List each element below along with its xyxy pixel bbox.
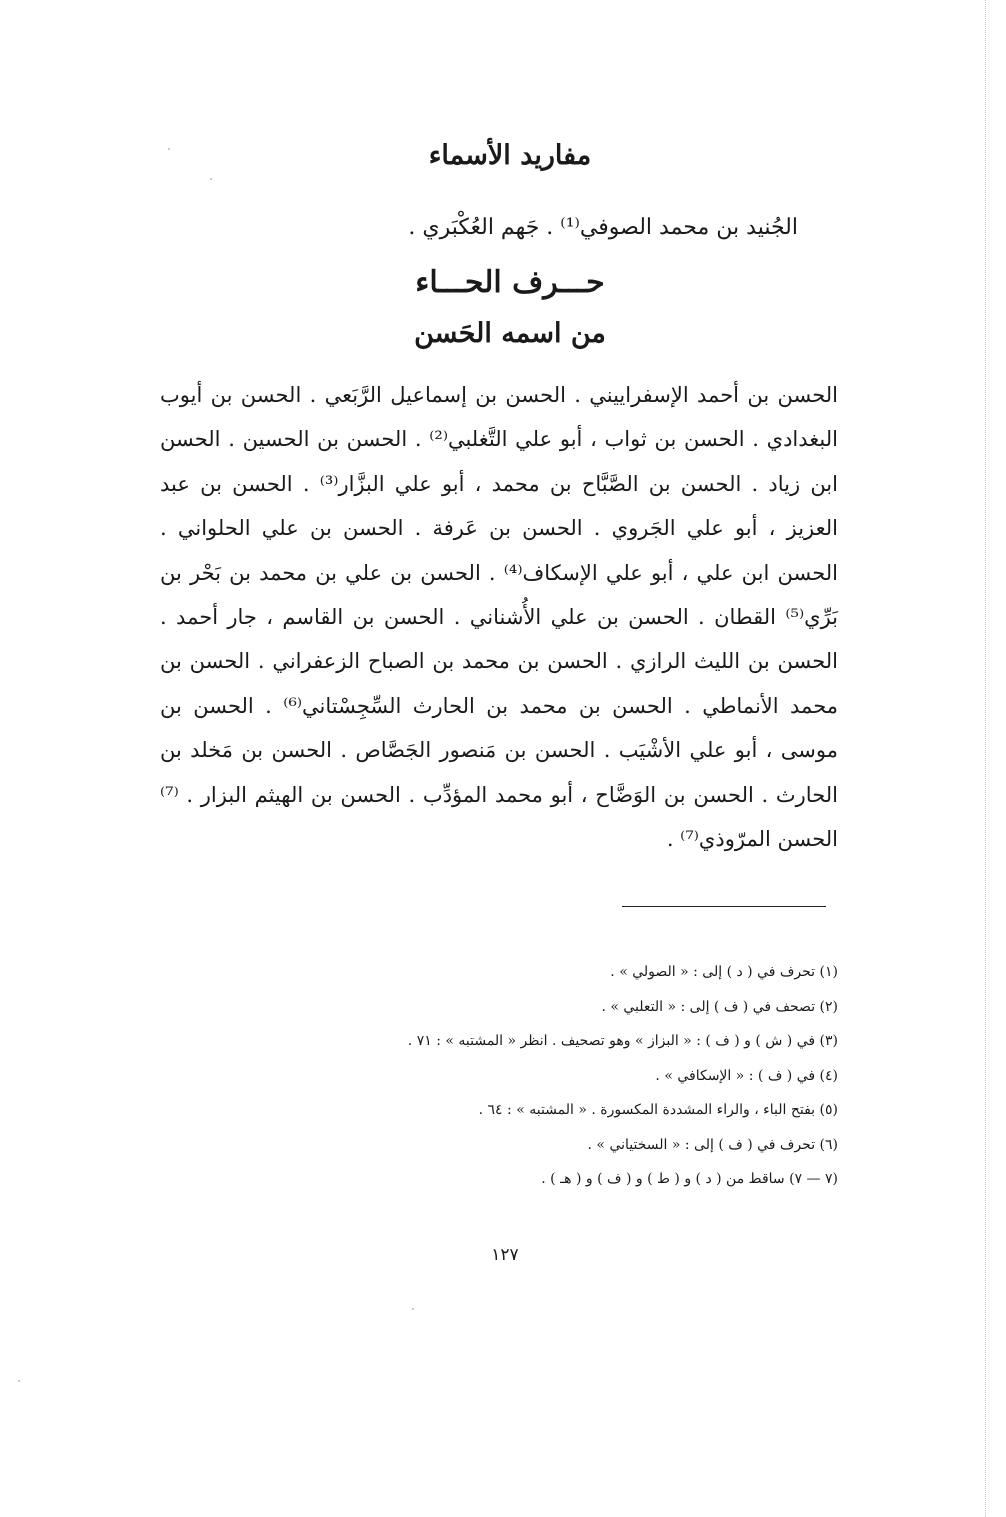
names-line: الجُنيد بن محمد الصوفي⁽¹⁾ . جَهم العُكْبَري . xyxy=(408,215,798,240)
scan-speck xyxy=(18,1380,20,1382)
footnote-4: (٤) في ( ف ) : « الإسكافي » . xyxy=(655,1067,838,1084)
footnote-3: (٣) في ( ش ) و ( ف ) : « البزاز » وهو تصحيف . انظر « المشتبه » : ٧١ . xyxy=(407,1033,838,1049)
body-paragraph: الحسن بن أحمد الإسفراييني . الحسن بن إسماعيل الرَّبَعي . الحسن بن أيوب البغدادي . الحسن بن ثواب ، أبو علي التَّغلبي⁽²⁾ . الحسن بن الحسين . الحسن ابن زياد . الحسن بن الصَّبَّاح بن محمد ، أبو علي البزَّار⁽³⁾ . الحسن بن عبد العزيز ، أبو علي الجَروي . الحسن بن عَرفة . الحسن بن علي الحلواني . الحسن ابن علي ، أبو علي الإسكاف⁽⁴⁾ . الحسن بن علي بن محمد بن بَحْر بن بَرِّي⁽⁵⁾ القطان . الحسن بن علي الأُشناني . الحسن بن القاسم ، جار أحمد . الحسن بن الليث الرازي . الحسن بن محمد بن الصباح الزعفراني . الحسن بن محمد الأنماطي . الحسن بن محمد بن الحارث السِّجِسْتاني⁽⁶⁾ . الحسن بن موسى ، أبو علي الأشْيَب . الحسن بن مَنصور الجَصَّاص . الحسن بن مَخلد بن الحارث . الحسن بن الوَضَّاح ، أبو محمد المؤدِّب . الحسن بن الهيثم البزار . ⁽⁷⁾الحسن المرّوذي⁽⁷⁾ . xyxy=(160,383,838,852)
scan-edge-dots xyxy=(985,0,986,1517)
footnote-divider xyxy=(622,906,826,907)
scan-speck xyxy=(412,1308,414,1310)
section-title: مفاريد الأسماء xyxy=(428,140,592,171)
footnote-5: (٥) بفتح الباء ، والراء المشددة المكسورة . « المشتبه » : ٦٤ . xyxy=(478,1102,838,1118)
footnote-6: (٦) تحرف في ( ف ) إلى : « السختياني » . xyxy=(587,1136,838,1153)
footnote-2: (٢) تصحف في ( ف ) إلى : « التعلبي » . xyxy=(601,998,838,1015)
letter-heading: حـــرف الحـــاء xyxy=(415,265,605,300)
page-number: ١٢٧ xyxy=(491,1245,519,1265)
footnote-1: (١) تحرف في ( د ) إلى : « الصولي » . xyxy=(610,964,838,980)
sub-heading: من اسمه الحَسن xyxy=(414,318,606,349)
footnote-7: (٧ — ٧) ساقط من ( د ) و ( ط ) و ( ف ) و ( هـ ) . xyxy=(541,1171,838,1187)
scan-speck xyxy=(168,148,170,150)
scan-speck xyxy=(210,178,212,180)
footnotes xyxy=(240,955,838,1197)
